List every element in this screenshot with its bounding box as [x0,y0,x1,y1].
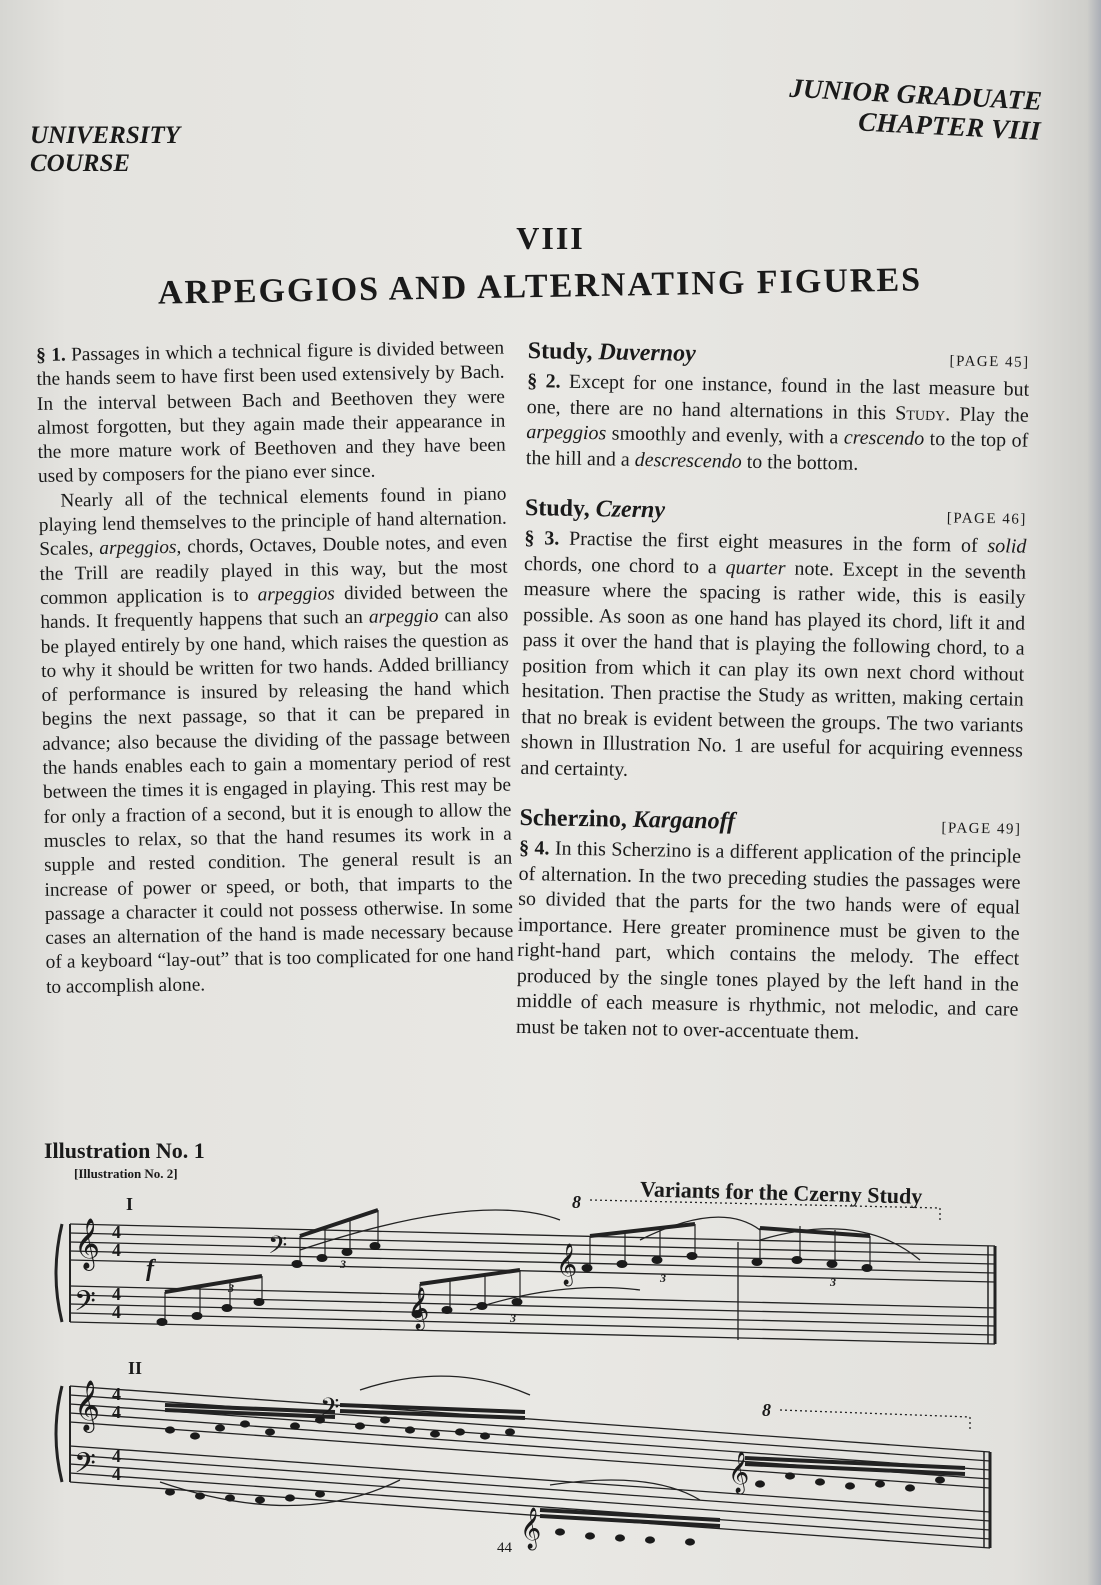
page-edge-shadow [1087,0,1101,1585]
page-number: 44 [497,1540,512,1556]
study-title [527,336,696,369]
treble-clef-icon: 𝄞 [728,1452,750,1493]
treble-clef-icon: 𝄞 [74,1380,101,1431]
study-karganoff [516,803,1022,1049]
page-reference: [PAGE 46] [946,510,1028,528]
octave-line [780,1410,970,1417]
triplet-mark: 3 [340,1257,346,1271]
system-2-brace [56,1386,62,1482]
slur [360,1376,530,1395]
paragraph-text: Nearly all of the technical elements found in piano playing lend themselves to the principle of hand alternation. Scales, [38,483,507,561]
bass-clef-icon: 𝄢 [268,1231,288,1266]
chapter-title: ARPEGGIOS AND ALTERNATING FIGURES [157,261,923,312]
system-1-bass-staff [70,1286,995,1344]
paragraph-text: Passages in which a technical figure is divided between the hands seem to have first been used extensively by Bach. In the interval between Bach and Beethoven they were almost forgotten, but they again made their appearance in the more mature work of Beethoven and they have been used by composers for the piano ever since. [36,337,506,488]
paragraph-text: Except for one instance, found in the last measure but one, there are no hand alternations in this [526,370,1030,424]
paragraph-text: . Play the [945,402,1029,427]
illustration-title: Illustration No. 1 [44,1138,205,1163]
paragraph-text: divided between the hands. It frequently happens that such an [40,580,509,634]
italic-term: crescendo [843,426,925,450]
section-mark: § 1. [36,344,66,366]
italic-term: solid [987,535,1027,558]
paragraph-section-1-continued [38,482,514,1000]
treble-clef-icon: 𝄞 [408,1288,430,1329]
triplet-mark: 3 [228,1281,234,1295]
system-2-treble-staff [70,1386,990,1488]
study-kind: Scherzino, [519,804,628,833]
paragraph-section-2 [526,369,1030,480]
study-composer: Czerny [595,496,666,524]
paragraph-text: , chords, Octaves, Double notes, and even the Trill are readily played in this way, but the most common application is to [39,531,508,609]
slur [160,1480,400,1506]
variants-title: Variants for the Czerny Study [639,1176,923,1209]
octave-mark: 8 [762,1400,771,1420]
study-composer: Duvernoy [598,339,696,367]
time-signature-bottom: 4 [112,1464,121,1484]
time-signature-bottom: 4 [112,1240,121,1260]
study-composer: Karganoff [632,806,736,835]
italic-term: arpeggios [526,420,607,445]
running-header-right-line1: JUNIOR GRADUATE [788,72,1043,116]
triplet-mark: 3 [660,1271,666,1285]
italic-term: quarter [725,555,786,580]
bass-clef-icon: 𝄢 [74,1447,96,1487]
study-duvernoy [526,336,1030,480]
paragraph-text: note. Except in the seventh measure where the spacing is rather wide, this is easily possible. As soon as one hand has played its chord, lift it and pass it over the hand that is playing the following chord, to a position from which it can play its own next chord without hesitation. Then practise the Study as written, making certain that no break is evident between the groups. The two variants shown in Illustration No. 1 are useful for acquiring evenness and certainty. [520,557,1027,781]
octave-line [590,1200,940,1208]
left-column [36,337,514,1000]
small-caps-term: Study [895,401,946,425]
running-header-left-line2: COURSE [30,150,131,177]
illustration-subtitle: [Illustration No. 2] [74,1166,178,1181]
time-signature-top: 4 [112,1284,121,1304]
italic-term: arpeggios [99,537,177,560]
right-column [515,336,1030,1071]
study-kind: Study, [524,494,590,523]
time-signature-top: 4 [112,1222,121,1242]
bass-clef-icon: 𝄢 [74,1285,96,1325]
slur [550,1480,700,1500]
italic-term: arpeggios [257,583,335,606]
study-title [525,493,666,525]
paragraph-text: to the top of the hill and a [525,427,1029,471]
italic-term: arpeggio [368,605,439,629]
paragraph-section-4 [516,836,1021,1049]
section-mark: § 4. [518,836,550,860]
running-header-left [30,122,180,178]
time-signature-bottom: 4 [112,1402,121,1422]
time-signature-bottom: 4 [112,1302,121,1322]
treble-clef-icon: 𝄞 [74,1218,101,1269]
page-reference: [PAGE 45] [949,353,1030,371]
paragraph-text: Practise the first eight measures in the form of [559,527,988,558]
dynamic-forte: f [146,1256,154,1282]
paragraph-section-3 [520,526,1026,790]
running-header-right-line2: CHAPTER VIII [857,106,1042,146]
paragraph-section-1 [36,337,506,490]
treble-clef-icon: 𝄞 [556,1244,578,1285]
italic-term: descrescendo [634,448,742,473]
system-1-label: I [126,1194,134,1214]
chapter-number: VIII [516,220,585,256]
music-score [0,1180,1060,1580]
running-header-left-line1: UNIVERSITY [30,122,181,149]
paragraph-text: can also be played entirely by one hand, which raises the question as to why it should be written for two hands. Added brilliancy of performance is insured by releasing the hand which begins the next passage, so that it can be prepared in advance; also because the dividing of the passage between the hands enables each to gain a momentary period of rest between the times it is engaged in playing. This rest may be for only a fraction of a second, but it is enough to allow the muscles to relax, so that the hand resumes its work in a supple and rested condition. The general result is an increase of power or speed, or both, that imparts to the passage a character it could not possess otherwise. In some cases an alternation of the hand is made necessary because of a keyboard “lay-out” that is too complicated for one hand to accomplish alone. [40,604,514,998]
bass-clef-icon: 𝄢 [320,1393,340,1428]
paragraph-text: smoothly and evenly, with a [606,422,845,449]
study-title [519,803,735,837]
running-header-right [787,73,1043,146]
system-1-brace [56,1224,62,1322]
page-reference: [PAGE 49] [941,820,1022,838]
paragraph-text: to the bottom. [741,450,859,475]
time-signature-top: 4 [112,1384,121,1404]
treble-clef-icon: 𝄞 [520,1508,542,1549]
section-mark: § 2. [527,369,561,393]
study-kind: Study, [527,337,593,366]
system-2-label: II [128,1358,143,1378]
study-czerny [520,493,1027,790]
paragraph-text: chords, one chord to a [523,552,726,578]
system-1-treble-staff [70,1224,995,1282]
triplet-mark: 3 [830,1275,836,1289]
time-signature-top: 4 [112,1446,121,1466]
section-mark: § 3. [524,526,560,550]
paragraph-text: In this Scherzino is a different application of the principle of alternation. In the two preceding studies the passages were so divided that the parts for the two hands were of equal importance. Here greater prominence must be given to the right-hand part, which contains the melody. The effect produced by the single tones played by the left hand in the middle of each measure is rhythmic, not melodic, and care must be taken not to over-accentuate them. [515,837,1022,1044]
triplet-mark: 3 [510,1311,516,1325]
octave-mark: 8 [572,1192,581,1212]
